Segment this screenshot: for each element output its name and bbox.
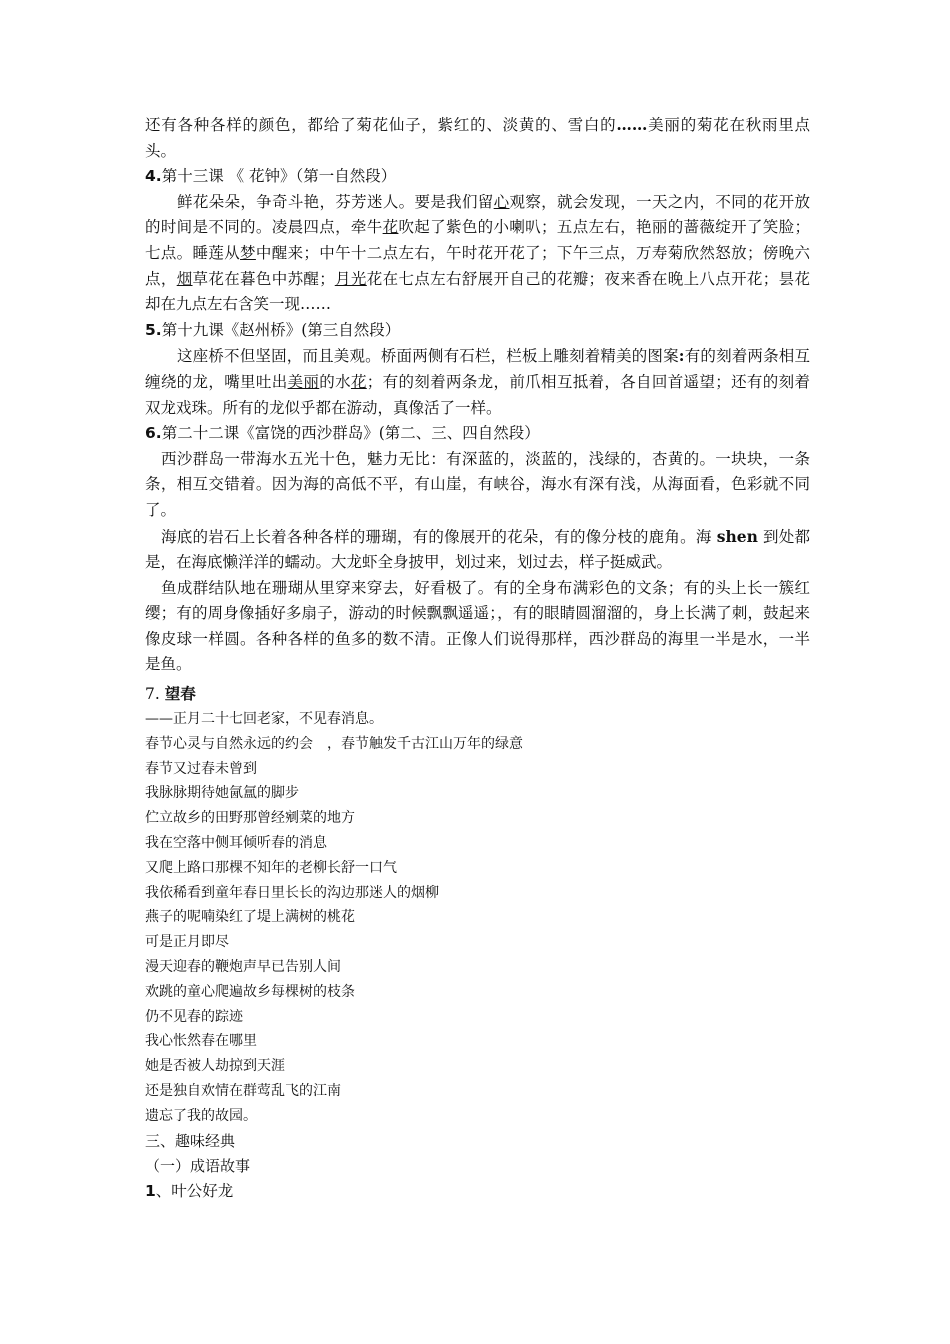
poem-line: 又爬上路口那棵不知年的老柳长舒一口气: [145, 859, 397, 876]
poem-line: 遗忘了我的故园。: [145, 1107, 257, 1124]
section3-item-number: 1: [145, 1181, 156, 1200]
poem-title: 望春: [164, 685, 196, 704]
lesson4-number: 4.: [145, 167, 162, 186]
poem-line: 仍不见春的踪迹: [145, 1008, 243, 1025]
lesson6-paragraph-1: 西沙群岛一带海水五光十色，魅力无比：有深蓝的，淡蓝的，浅绿的，杏黄的。一块块，一条条，相互交错着。因为海的高低不平，有山崖，有峡谷，海水有深有浅，从海面看，色彩就不同了。: [145, 449, 810, 519]
intro-ellipsis: ……: [616, 115, 648, 134]
lesson4-text: 观察，就会发现，一天之内，不同的花开放的时间是不同的。凌晨四点，牵牛: [145, 192, 810, 237]
lesson4-underlined: 梦: [240, 243, 256, 262]
intro-text: 还有各种各样的颜色，都给了菊花仙子，紫红的、淡黄的、雪白的: [145, 116, 617, 134]
lesson6-paragraph-2: [145, 524, 810, 576]
poem-line: 还是独自欢情在群莺乱飞的江南: [145, 1083, 341, 1100]
intro-paragraph: [145, 112, 810, 164]
lesson4-underlined: 月光: [334, 269, 367, 288]
lesson6-title: 第二十二课《富饶的西沙群岛》(第二、三、四自然段）: [161, 424, 540, 443]
lesson5-number: 5.: [145, 320, 162, 339]
lesson5-text: 有的刻着两条相互缠绕的龙，嘴里吐出: [145, 347, 810, 391]
section3-item-title: 、叶公好龙: [155, 1181, 234, 1200]
lesson5-underlined: 花: [350, 372, 367, 391]
lesson5-text: 这座桥不但坚固，而且美观。桥面两侧有石栏，栏板上雕刻着精美的图案: [177, 347, 679, 366]
lesson4-underlined: 心: [493, 192, 510, 211]
lesson4-text: 中醒来；中午十二点左右，午时花开花了；下午三点，万寿菊欣然怒放；傍晚六点，: [145, 243, 810, 288]
lesson4-heading: [145, 164, 810, 190]
poem-line: 可是正月即尽: [145, 934, 229, 951]
lesson5-text: ；有的刻着两条龙，前爪相互抵着，各自回首遥望；还有的刻着双龙戏珠。所有的龙似乎都在游动，真像活了一样。: [145, 372, 810, 417]
lesson6-text: 海底的岩石上长着各种各样的珊瑚，有的像展开的花朵，有的像分枝的鹿角。海: [161, 527, 717, 546]
poem-line: 漫天迎春的鞭炮声早已告别人间: [145, 959, 341, 976]
lesson4-underlined: 烟: [176, 269, 193, 288]
lesson4-text: 花在七点左右舒展开自己的花瓣；夜来香在晚上八点开花；昙花却在九点左右含笑一现……: [145, 269, 810, 314]
poem-line: 我在空落中侧耳倾听春的消息: [145, 835, 327, 852]
intro-text-end: 美丽的菊花在秋雨里点头。: [145, 116, 810, 160]
lesson4-text: 鲜花朵朵，争奇斗艳，芬芳迷人。要是我们留: [177, 192, 494, 211]
lesson6-heading: [145, 421, 810, 447]
poem-line: 我依稀看到童年春日里长长的沟边那迷人的烟柳: [145, 884, 439, 901]
lesson4-text: 吹起了紫色的小喇叭；五点左右，艳丽的蔷薇绽开了笑脸；七点。睡莲从: [145, 218, 810, 262]
section3-item: [145, 1179, 810, 1205]
section3-title: 三、趣味经典: [145, 1131, 236, 1150]
poem-line: 她是否被人劫掠到天涯: [145, 1058, 285, 1075]
lesson4-paragraph: [145, 190, 810, 318]
lesson5-underlined: 美丽: [287, 372, 320, 391]
poem-line: 春节心灵与自然永远的约会 ，春节触发千古江山万年的绿意: [145, 735, 523, 752]
document-page: [145, 112, 810, 1204]
poem-line: 春节又过春未曾到: [145, 760, 257, 777]
poem-line: 伫立故乡的田野那曾经剜菜的地方: [145, 810, 355, 827]
lesson4-underlined: 花: [382, 218, 399, 237]
poem-line: 我脉脉期待她氤氲的脚步: [145, 785, 299, 802]
poem-line: ——正月二十七回老家，不见春消息。: [145, 711, 383, 728]
poem-line: 我心怅然春在哪里: [145, 1033, 257, 1050]
poem-line: 欢跳的童心爬遍故乡每棵树的枝条: [145, 983, 355, 1000]
lesson5-heading: [145, 318, 810, 344]
lesson4-text: 草花在暮色中苏醒；: [192, 269, 335, 288]
section3-subtitle: （一）成语故事: [145, 1156, 251, 1175]
poem-line: 燕子的呢喃染红了堤上满树的桃花: [145, 909, 355, 926]
lesson4-title: 第十三课 《 花钟》（第一自然段）: [161, 167, 397, 186]
poem-number: 7.: [145, 685, 165, 704]
lesson6-number: 6.: [145, 424, 162, 443]
lesson6-bold-word: shen: [716, 526, 758, 546]
lesson5-title: 第十九课《赵州桥》(第三自然段）: [161, 320, 401, 339]
poem-heading: [145, 681, 810, 707]
lesson5-paragraph: [145, 343, 810, 421]
lesson6-text: 到处都是，在海底懒洋洋的蠕动。大龙虾全身披甲，划过来，划过去，样子挺威武。: [145, 527, 810, 572]
lesson5-text: 的水: [319, 372, 351, 391]
lesson6-paragraph-3: 鱼成群结队地在珊瑚从里穿来穿去，好看极了。有的全身布满彩色的文条；有的头上长一簇红缨；有的周身像插好多扇子，游动的时候飘飘遥遥；，有的眼睛圆溜溜的，身上长满了刺，鼓起来像皮球一样圆。各种各样的鱼多的数不清。正像人们说得那样，西沙群岛的海里一半是水，一半是鱼。: [145, 578, 810, 674]
poem-lines: [145, 707, 810, 1129]
lesson5-colon: :: [678, 346, 685, 366]
